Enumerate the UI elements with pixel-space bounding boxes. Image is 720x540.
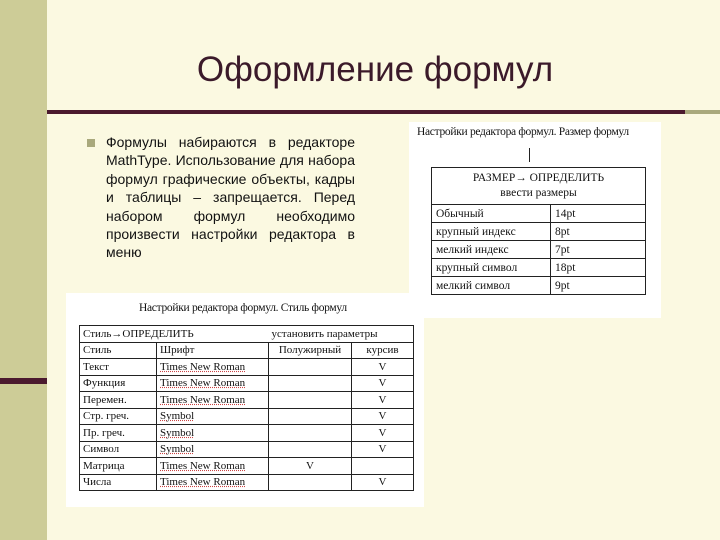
size-name-cell: крупный индекс	[432, 223, 551, 241]
column-header-bold: Полужирный	[269, 342, 352, 359]
size-settings-figure	[409, 122, 661, 318]
title-divider	[47, 110, 685, 114]
table-row	[80, 474, 414, 491]
font-cell: Times New Roman	[157, 375, 269, 392]
table-row	[80, 458, 414, 475]
title-divider-end	[685, 110, 720, 114]
table-row	[80, 375, 414, 392]
column-header-style: Стиль	[80, 342, 157, 359]
caption-connector	[529, 148, 530, 162]
style-cell: Перемен.	[80, 392, 157, 409]
italic-cell	[352, 458, 414, 475]
bold-cell: V	[269, 458, 352, 475]
table-row	[432, 205, 646, 223]
size-value-cell: 9pt	[551, 277, 646, 295]
size-value-cell: 14pt	[551, 205, 646, 223]
style-header-left: Стиль→ОПРЕДЕЛИТЬ	[80, 326, 269, 343]
table-row	[432, 259, 646, 277]
slide-title: Оформление формул	[196, 50, 554, 89]
bold-cell	[269, 375, 352, 392]
style-cell: Матрица	[80, 458, 157, 475]
column-header-italic: курсив	[352, 342, 414, 359]
table-row	[432, 223, 646, 241]
table-row	[80, 425, 414, 442]
size-header-line2: ввести размеры	[500, 187, 577, 199]
style-columns-row	[80, 342, 414, 359]
table-row	[80, 408, 414, 425]
italic-cell: V	[352, 375, 414, 392]
style-settings-figure	[66, 293, 424, 507]
bold-cell	[269, 474, 352, 491]
size-value-cell: 8pt	[551, 223, 646, 241]
italic-cell: V	[352, 474, 414, 491]
bullet-marker-icon	[87, 139, 95, 147]
style-figure-caption: Настройки редактора формул. Стиль формул	[139, 302, 347, 314]
size-value-cell: 18pt	[551, 259, 646, 277]
bullet-text: Формулы набираются в редакторе MathType. Использование для набора формул графические объекты, кадры и таблицы – запрещается. Перед набором формул необходимо произвести настройки редактора в меню	[106, 134, 355, 261]
bold-cell	[269, 408, 352, 425]
size-name-cell: мелкий символ	[432, 277, 551, 295]
style-cell: Стр. греч.	[80, 408, 157, 425]
font-cell: Times New Roman	[157, 458, 269, 475]
bold-cell	[269, 359, 352, 376]
size-name-cell: крупный символ	[432, 259, 551, 277]
bold-cell	[269, 441, 352, 458]
italic-cell: V	[352, 425, 414, 442]
sidebar-accent-bar	[0, 378, 47, 384]
size-name-cell: Обычный	[432, 205, 551, 223]
style-cell: Символ	[80, 441, 157, 458]
style-cell: Пр. греч.	[80, 425, 157, 442]
table-row	[432, 241, 646, 259]
size-figure-caption: Настройки редактора формул. Размер формул	[417, 126, 629, 138]
font-cell: Symbol	[157, 425, 269, 442]
size-table-header	[432, 168, 646, 205]
style-cell: Текст	[80, 359, 157, 376]
size-value-cell: 7pt	[551, 241, 646, 259]
bold-cell	[269, 425, 352, 442]
size-name-cell: мелкий индекс	[432, 241, 551, 259]
table-row	[80, 392, 414, 409]
italic-cell: V	[352, 359, 414, 376]
style-table	[79, 325, 414, 491]
font-cell: Times New Roman	[157, 359, 269, 376]
column-header-font: Шрифт	[157, 342, 269, 359]
table-row	[432, 277, 646, 295]
bold-cell	[269, 392, 352, 409]
size-table	[431, 167, 646, 295]
sidebar-decor	[0, 0, 47, 540]
table-row	[80, 441, 414, 458]
style-cell: Функция	[80, 375, 157, 392]
font-cell: Symbol	[157, 408, 269, 425]
style-cell: Числа	[80, 474, 157, 491]
style-header-right: установить параметры	[269, 326, 414, 343]
italic-cell: V	[352, 392, 414, 409]
font-cell: Times New Roman	[157, 474, 269, 491]
font-cell: Times New Roman	[157, 392, 269, 409]
style-table-header	[80, 326, 414, 343]
table-row	[80, 359, 414, 376]
size-header-line1: РАЗМЕР→ ОПРЕДЕЛИТЬ	[472, 172, 605, 184]
font-cell: Symbol	[157, 441, 269, 458]
italic-cell: V	[352, 408, 414, 425]
italic-cell: V	[352, 441, 414, 458]
